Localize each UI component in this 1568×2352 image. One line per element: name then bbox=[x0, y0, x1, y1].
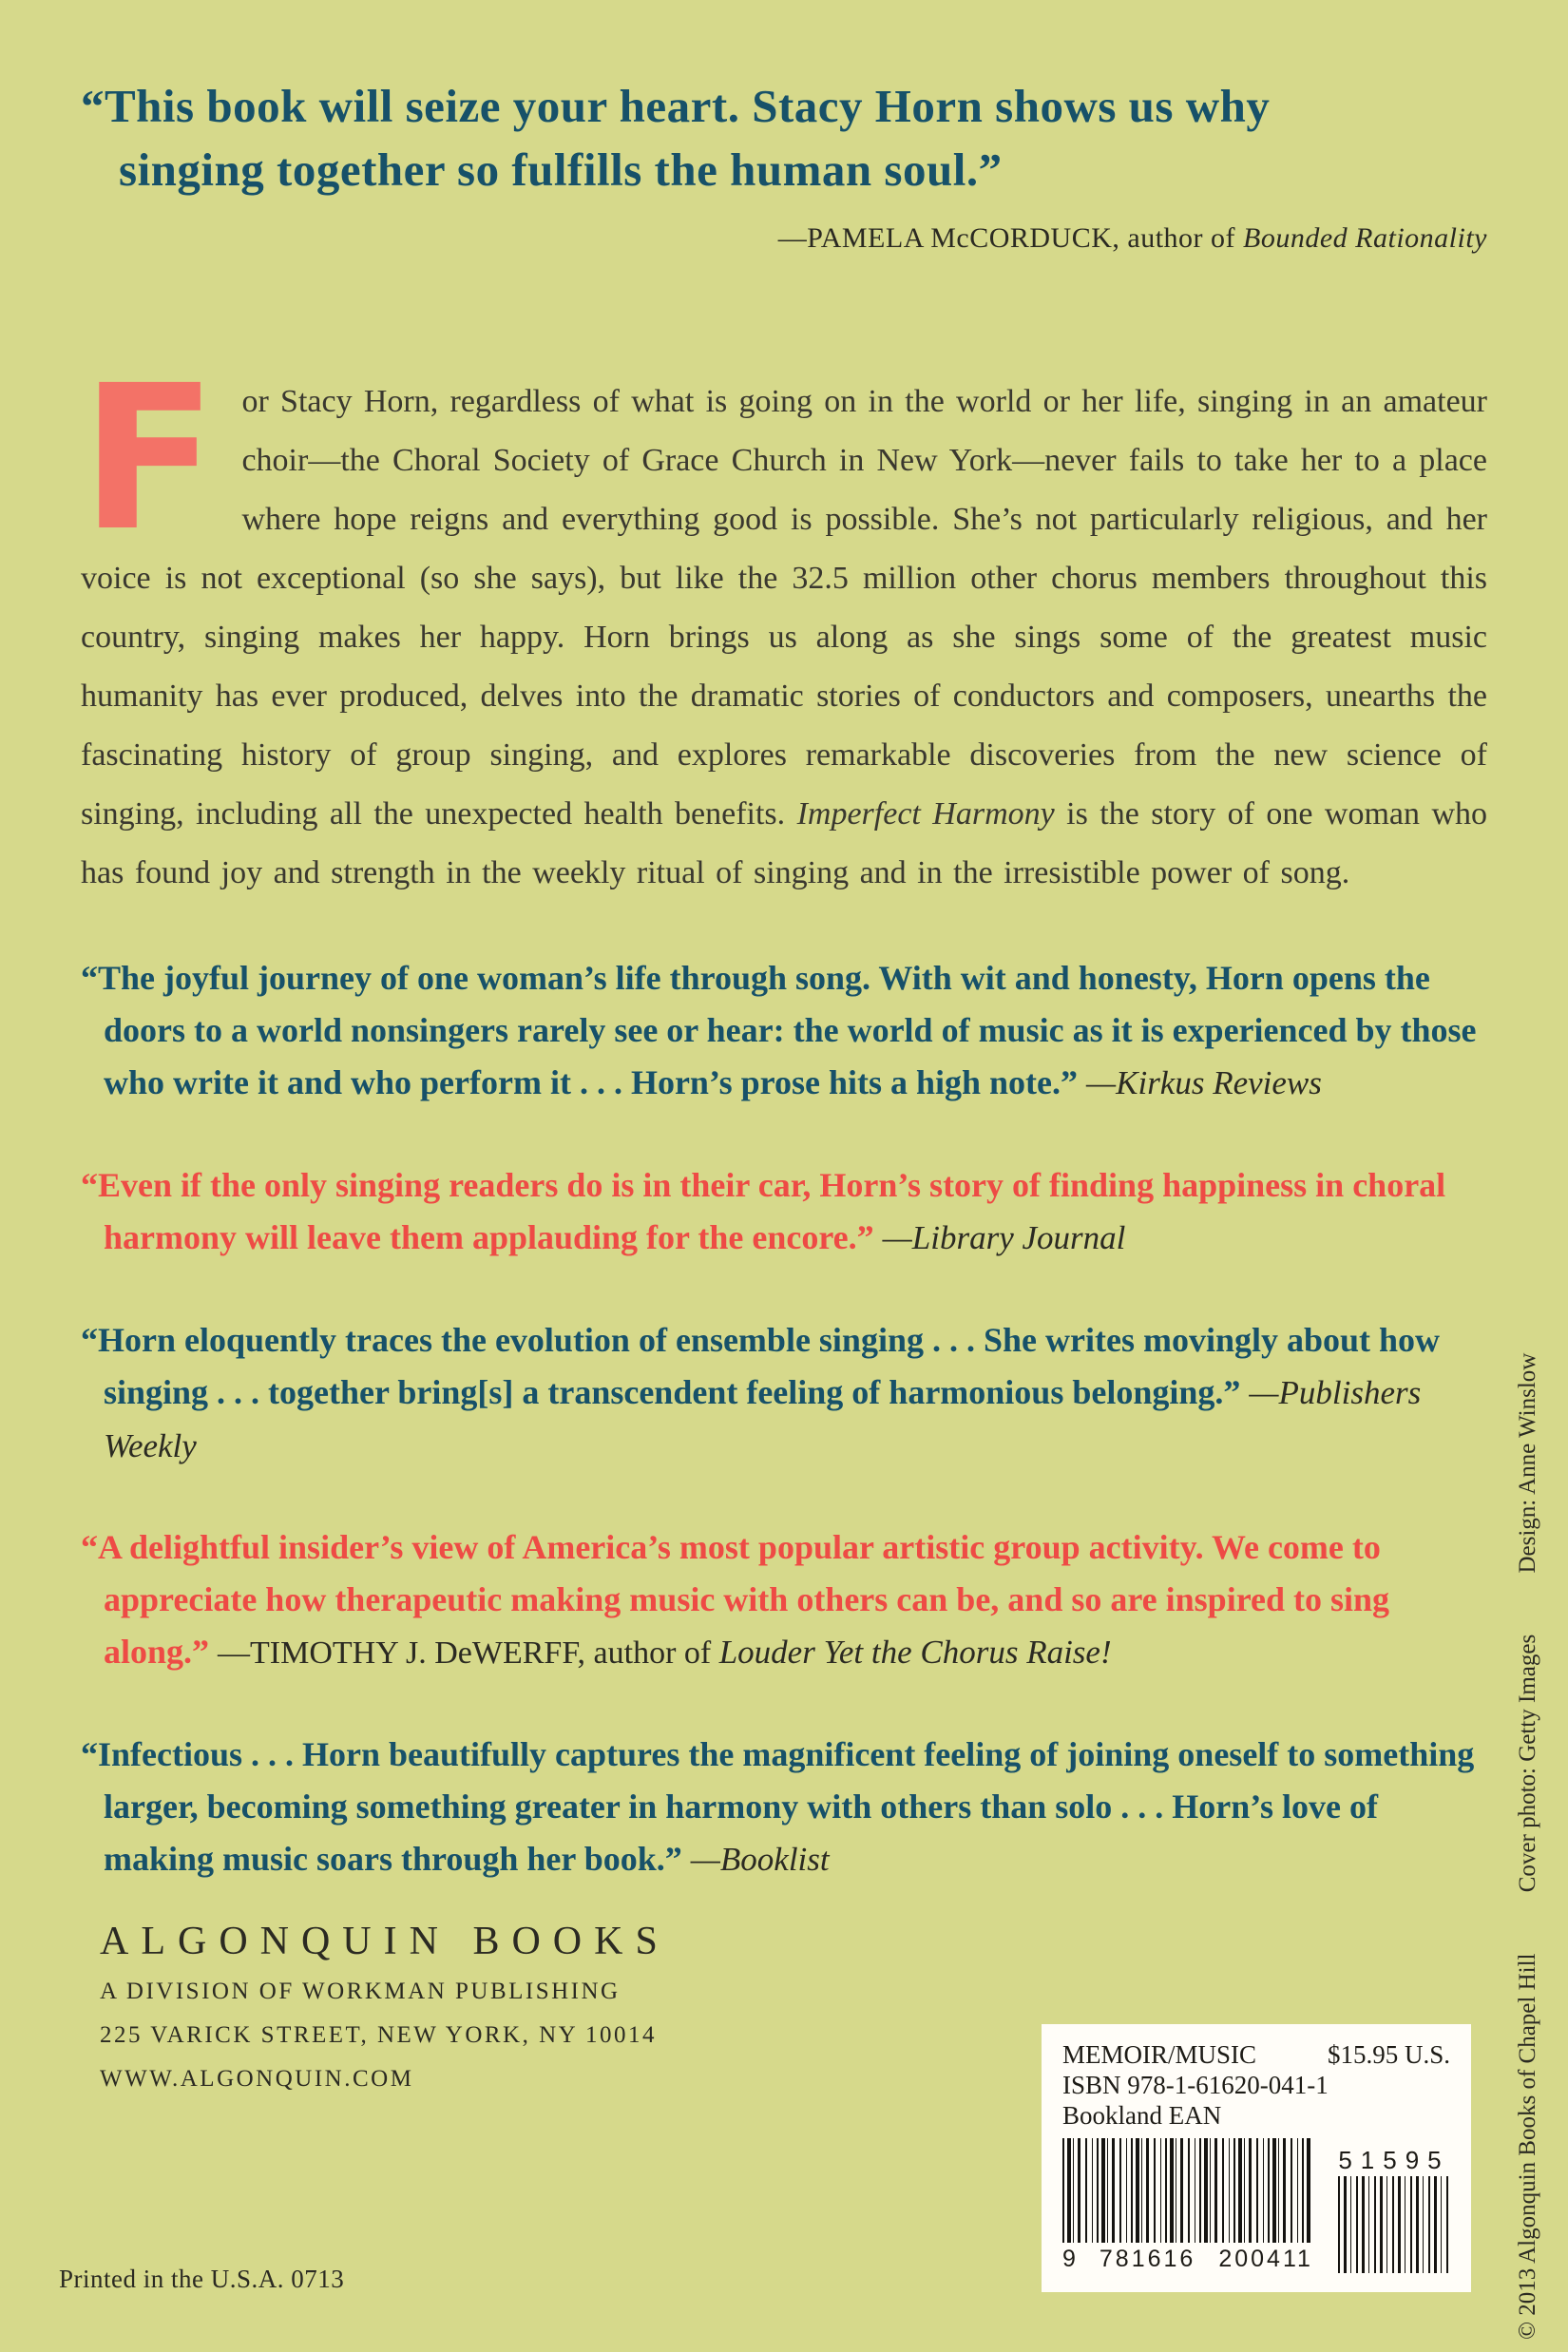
ean-digits-group-2: 200411 bbox=[1218, 2246, 1313, 2272]
supplemental-barcode-number: 51595 bbox=[1338, 2146, 1450, 2174]
headline-line-2: singing together so fulfills the human soul.” bbox=[119, 143, 1003, 196]
review-publishers-weekly bbox=[81, 1314, 1487, 1472]
headline-line-1: “This book will seize your heart. Stacy Horn shows us why bbox=[81, 80, 1271, 132]
supplemental-barcode bbox=[1338, 2148, 1450, 2273]
headline-quote bbox=[81, 74, 1487, 201]
headline-attribution-name: —PAMELA McCORDUCK, author of bbox=[777, 222, 1244, 254]
review-library-journal-attr: —Library Journal bbox=[882, 1219, 1126, 1256]
book-title-italic: Imperfect Harmony bbox=[796, 796, 1055, 832]
review-dewerff-attr-roman: —TIMOTHY J. DeWERFF, author of bbox=[218, 1635, 719, 1671]
headline-attribution bbox=[81, 222, 1487, 255]
synopsis-text-1: or Stacy Horn, regardless of what is going on in the world or her life, singing in an amateur choir—the Choral Society of Grace Church in New York—never fails to take her to a place where hope reigns and everything good is possible. She’s not particularly religious, and her voice is not exceptional (so she says), but like the 32.5 million other chorus members throughout this country, singing makes her happy. Horn brings us along as she sings some of the greatest music humanity has ever produced, delves into the dramatic stories of conductors and composers, unearths the fascinating history of group singing, and explores remarkable discoveries from the new science of singing, including all the unexpected health benefits. bbox=[81, 384, 1487, 832]
ean-barcode-bars bbox=[1062, 2138, 1311, 2243]
review-kirkus-attr: —Kirkus Reviews bbox=[1086, 1064, 1322, 1101]
publisher-division: A DIVISION OF WORKMAN PUBLISHING bbox=[100, 1979, 621, 2004]
review-publishers-weekly-text: “Horn eloquently traces the evolution of ensemble singing . . . She writes movingly about how singing . . . together bring[s] a transcendent feeling of harmonious belonging.” bbox=[81, 1321, 1441, 1411]
review-kirkus-text: “The joyful journey of one woman’s life through song. With wit and honesty, Horn opens the doors to a world nonsingers rarely see or hear: the world of music as it is experienced by those who write it and who perform it . . . Horn’s prose hits a high note.” bbox=[81, 959, 1477, 1101]
barcode-category: MEMOIR/MUSIC bbox=[1062, 2040, 1257, 2069]
supplemental-barcode-bars bbox=[1338, 2176, 1450, 2273]
copyright-credit: © 2013 Algonquin Books of Chapel Hill bbox=[1515, 1953, 1540, 2340]
barcode-price: $15.95 U.S. bbox=[1327, 2040, 1450, 2069]
ean-barcode-number bbox=[1062, 2246, 1311, 2273]
publisher-name: ALGONQUIN BOOKS bbox=[100, 1920, 670, 1963]
content-column bbox=[81, 74, 1487, 2094]
publisher-website: WWW.ALGONQUIN.COM bbox=[100, 2066, 414, 2092]
dropcap-letter: F bbox=[81, 342, 218, 575]
ean-barcode bbox=[1062, 2138, 1311, 2273]
review-dewerff-attr-work: Louder Yet the Chorus Raise! bbox=[718, 1634, 1112, 1671]
review-library-journal bbox=[81, 1159, 1487, 1265]
synopsis-text-2: is the story of one woman who has found joy and strength in the weekly ritual of singing and in the irresistible power of song. bbox=[81, 796, 1488, 890]
review-dewerff-text: “A delightful insider’s view of America’s most popular artistic group activity. We come to appreciate how therapeutic making music with others can be, and so are inspired to sing along.” bbox=[81, 1528, 1390, 1671]
cover-photo-credit: Cover photo: Getty Images bbox=[1515, 1634, 1540, 1893]
barcode-panel bbox=[1042, 2024, 1471, 2292]
barcode-label: Bookland EAN bbox=[1062, 2101, 1222, 2130]
review-dewerff bbox=[81, 1521, 1487, 1679]
review-publishers-weekly-attr: —Publishers Weekly bbox=[104, 1374, 1422, 1464]
review-booklist-text: “Infectious . . . Horn beautifully captures the magnificent feeling of joining oneself to something larger, becoming something greater in harmony with others than solo . . . Horn’s love of making music soars through her book.” bbox=[81, 1735, 1475, 1878]
design-credit: Design: Anne Winslow bbox=[1515, 1352, 1540, 1574]
printed-in-usa-line: Printed in the U.S.A. 0713 bbox=[59, 2265, 345, 2293]
ean-digits-group-1: 781616 bbox=[1099, 2246, 1196, 2272]
barcode-isbn: ISBN 978-1-61620-041-1 bbox=[1062, 2071, 1329, 2099]
spine-credits bbox=[1515, 1353, 1541, 2340]
ean-digit-lead: 9 bbox=[1062, 2246, 1079, 2272]
barcode-area bbox=[1062, 2138, 1450, 2273]
headline-attribution-work: Bounded Rationality bbox=[1243, 222, 1487, 254]
synopsis-paragraph bbox=[81, 342, 1488, 903]
review-library-journal-text: “Even if the only singing readers do is in their car, Horn’s story of finding happiness in choral harmony will leave them applauding for the encore.” bbox=[81, 1166, 1446, 1256]
review-booklist bbox=[81, 1729, 1487, 1886]
review-booklist-attr: —Booklist bbox=[690, 1841, 830, 1878]
review-kirkus bbox=[81, 952, 1487, 1110]
publisher-address: 225 VARICK STREET, NEW YORK, NY 10014 bbox=[100, 2022, 658, 2048]
barcode-category-row bbox=[1062, 2039, 1450, 2070]
